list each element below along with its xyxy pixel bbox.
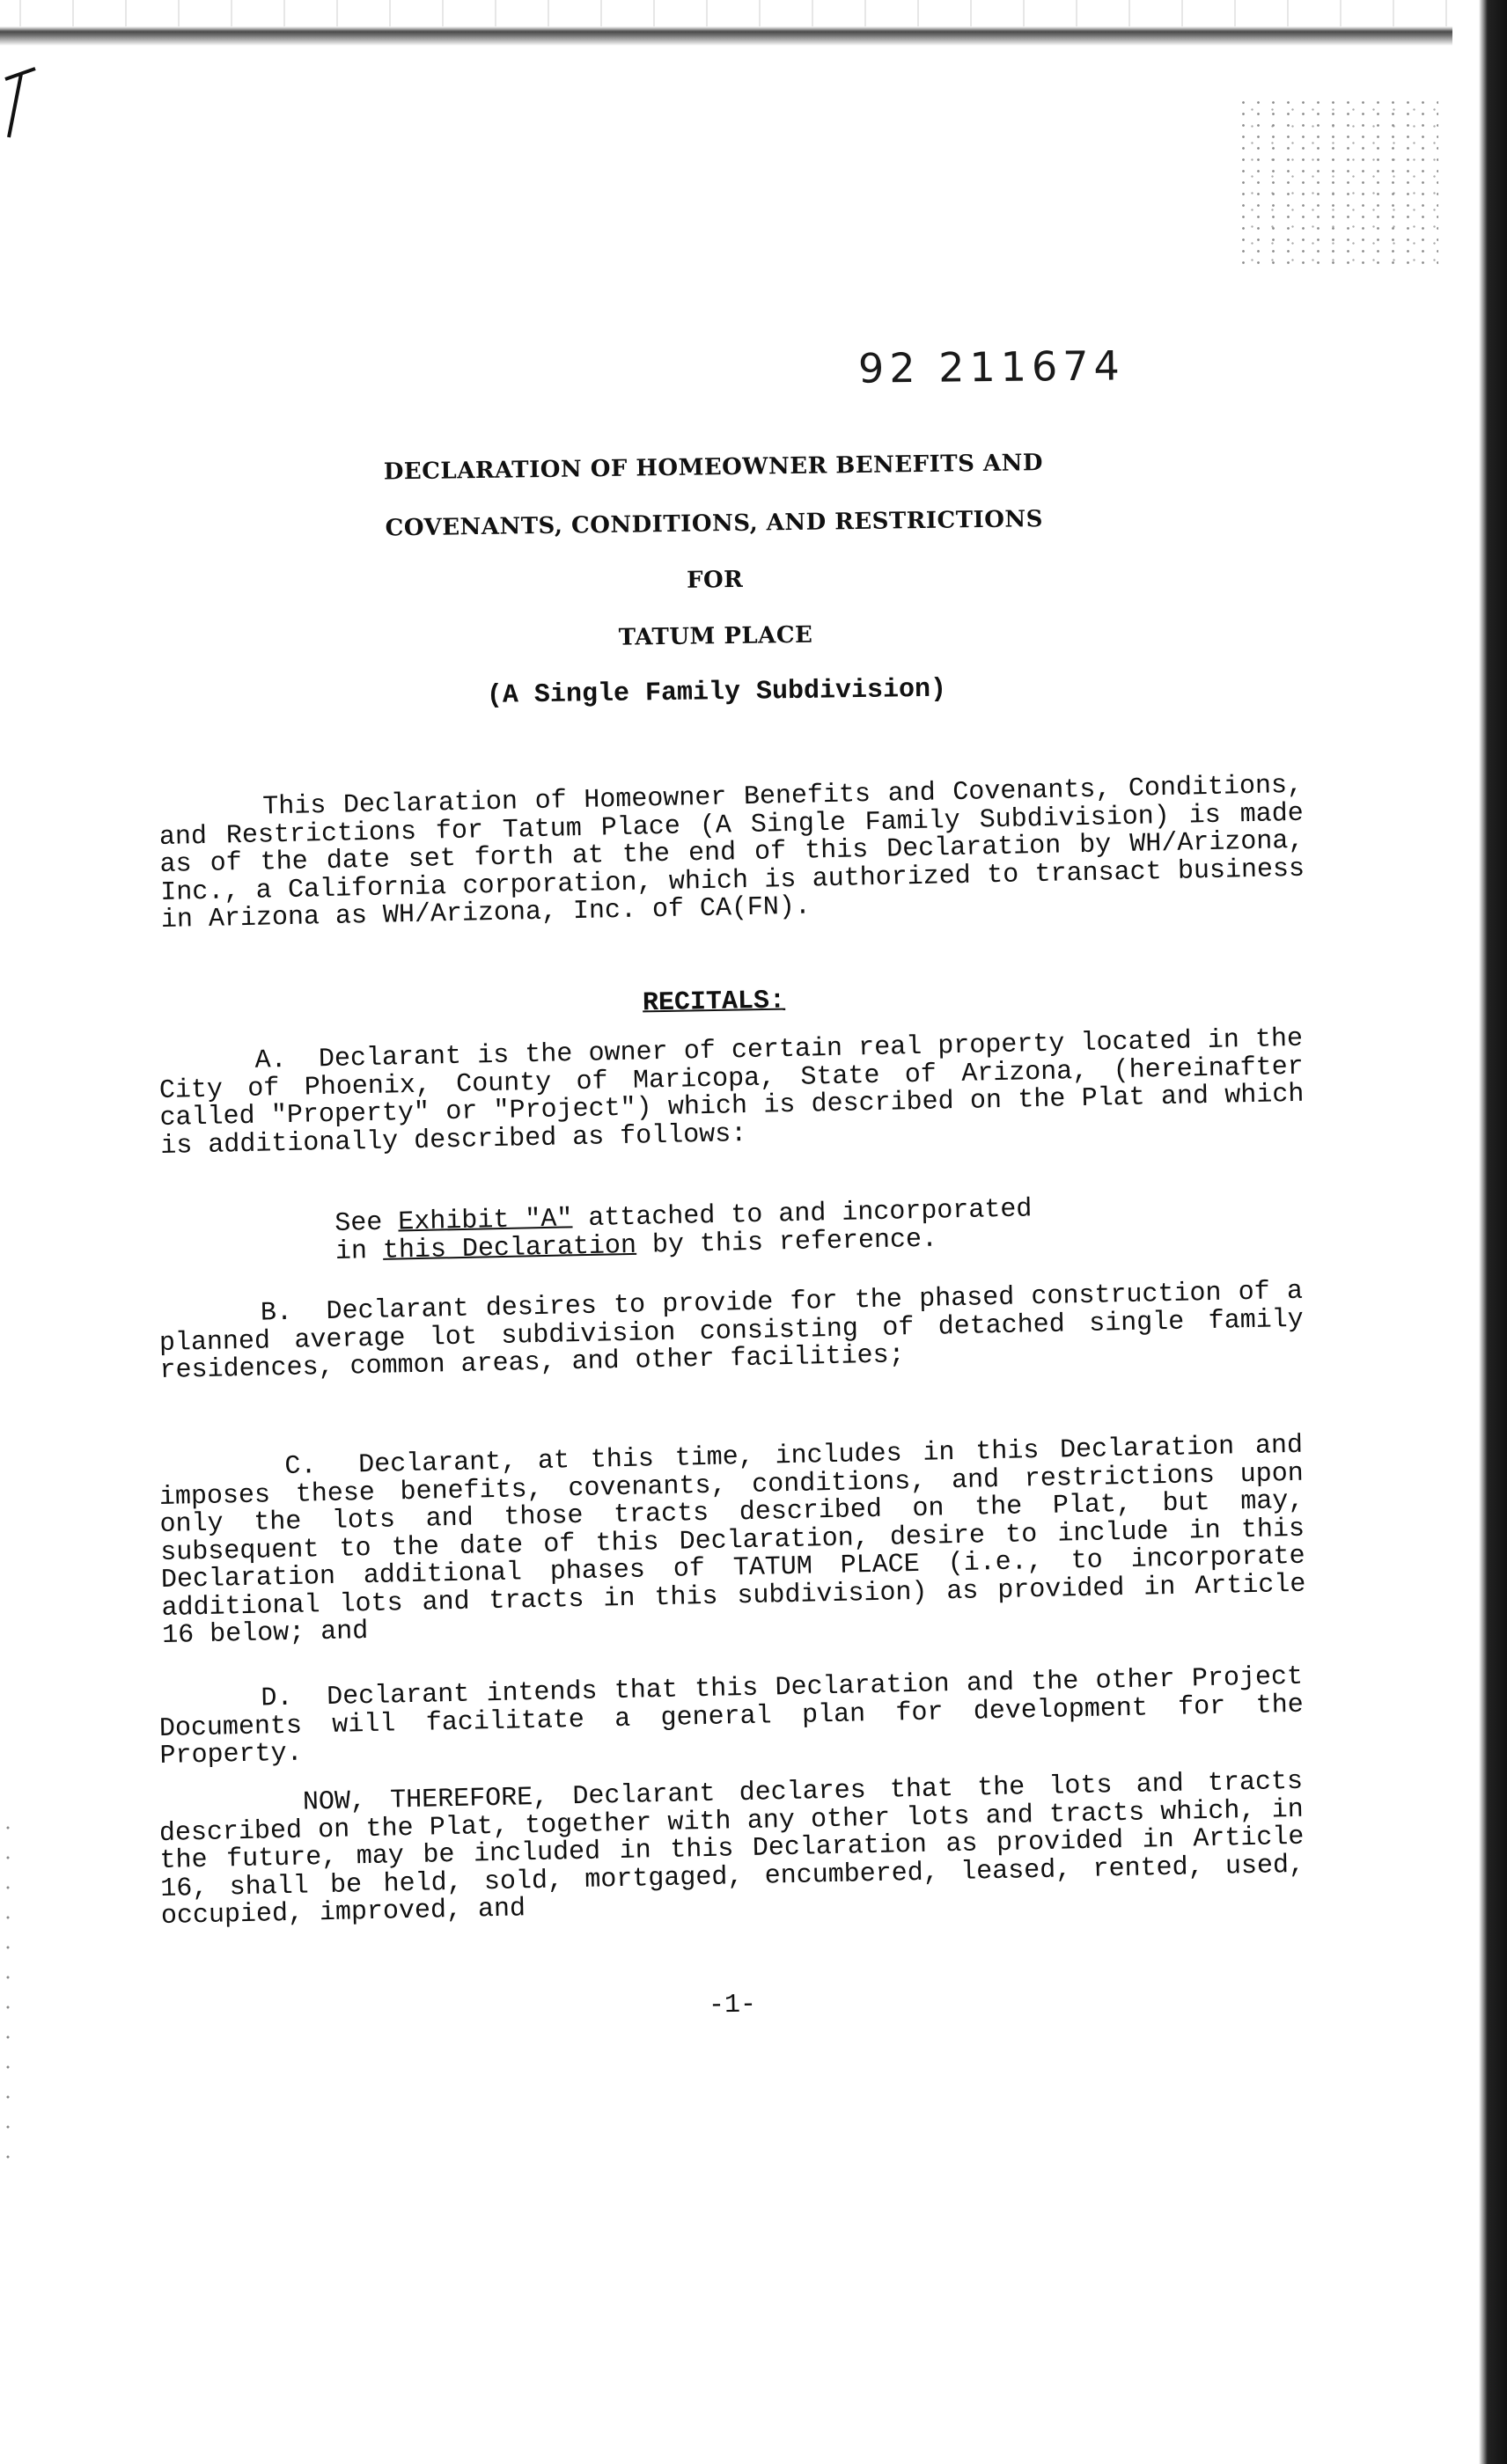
exhibit-prefix: See xyxy=(334,1207,399,1239)
recital-c-block xyxy=(158,1430,1322,1651)
exhibit-line2-prefix: in xyxy=(334,1236,384,1267)
now-therefore-paragraph: NOW, THEREFORE, Declarant declares that the lots and tracts described on the Plat, together with any other lots and tracts which, in the future, may be included in this Declaration as provided in Article 16, shall be held, sold, mortgaged, encumbered, leased, rented, used, occupied, improved, and xyxy=(158,1766,1321,1932)
title-line-4: TATUM PLACE xyxy=(618,621,813,651)
recitals-heading: RECITALS: xyxy=(642,986,786,1019)
scan-right-edge xyxy=(1452,0,1507,2464)
exhibit-suffix: attached to and incorporated xyxy=(571,1194,1033,1235)
recital-b-block xyxy=(158,1276,1320,1386)
intro-paragraph-block xyxy=(158,770,1321,935)
corner-pen-mark xyxy=(4,62,39,141)
exhibit-a-link: Exhibit "A" xyxy=(397,1204,573,1238)
title-block xyxy=(352,435,1077,726)
intro-paragraph: This Declaration of Homeowner Benefits and Covenants, Conditions, and Restrictions for Tatum Place (A Single Family Subdivision) is made as of the date set forth at the end of this Declaration by WH/Arizona, Inc., a California corporation, which is authorized to transact business in Arizona as WH/Arizona, Inc. of CA(FN). xyxy=(158,770,1321,935)
recital-d-block xyxy=(158,1661,1320,1771)
page-number: -1- xyxy=(708,1990,757,2021)
title-subtitle: (A Single Family Subdivision) xyxy=(486,674,947,711)
title-line-2: COVENANTS, CONDITIONS, AND RESTRICTIONS xyxy=(385,506,1044,542)
title-line-3: FOR xyxy=(686,566,744,594)
recital-a-block xyxy=(158,1023,1320,1162)
now-therefore-block xyxy=(158,1766,1321,1932)
recital-d-paragraph: D. Declarant intends that this Declaration and the other Project Documents will facilitate a general plan for development for the Property. xyxy=(158,1661,1320,1771)
scan-speckle xyxy=(1236,97,1438,273)
exhibit-line2-underlined: this Declaration xyxy=(382,1230,637,1266)
scan-top-noise xyxy=(0,0,1507,26)
exhibit-line2-suffix: by this reference. xyxy=(636,1224,938,1261)
recital-b-paragraph: B. Declarant desires to provide for the phased construction of a planned average lot subdivision consisting of detached single family residences, common areas, and other facilities; xyxy=(158,1276,1320,1386)
recording-number: 92 211674 xyxy=(857,341,1126,392)
exhibit-reference xyxy=(334,1195,1033,1266)
scan-left-dots xyxy=(4,1813,12,2182)
title-line-1: DECLARATION OF HOMEOWNER BENEFITS AND xyxy=(383,450,1044,486)
recital-a-paragraph: A. Declarant is the owner of certain real property located in the City of Phoenix, County of Maricopa, State of Arizona, (hereinafter called "Property" or "Project") which is described on the Plat and which is additionally described as follows: xyxy=(158,1023,1320,1162)
recital-c-paragraph: C. Declarant, at this time, includes in this Declaration and imposes these benefits, covenants, conditions, and restrictions upon only the lots and those tracts described on the Plat, but may, subsequent to the date of this Declaration, desire to include in this Declaration additional phases of TATUM PLACE (i.e., to incorporate additional lots and tracts in this subdivision) as provided in Article 16 below; and xyxy=(158,1430,1322,1651)
